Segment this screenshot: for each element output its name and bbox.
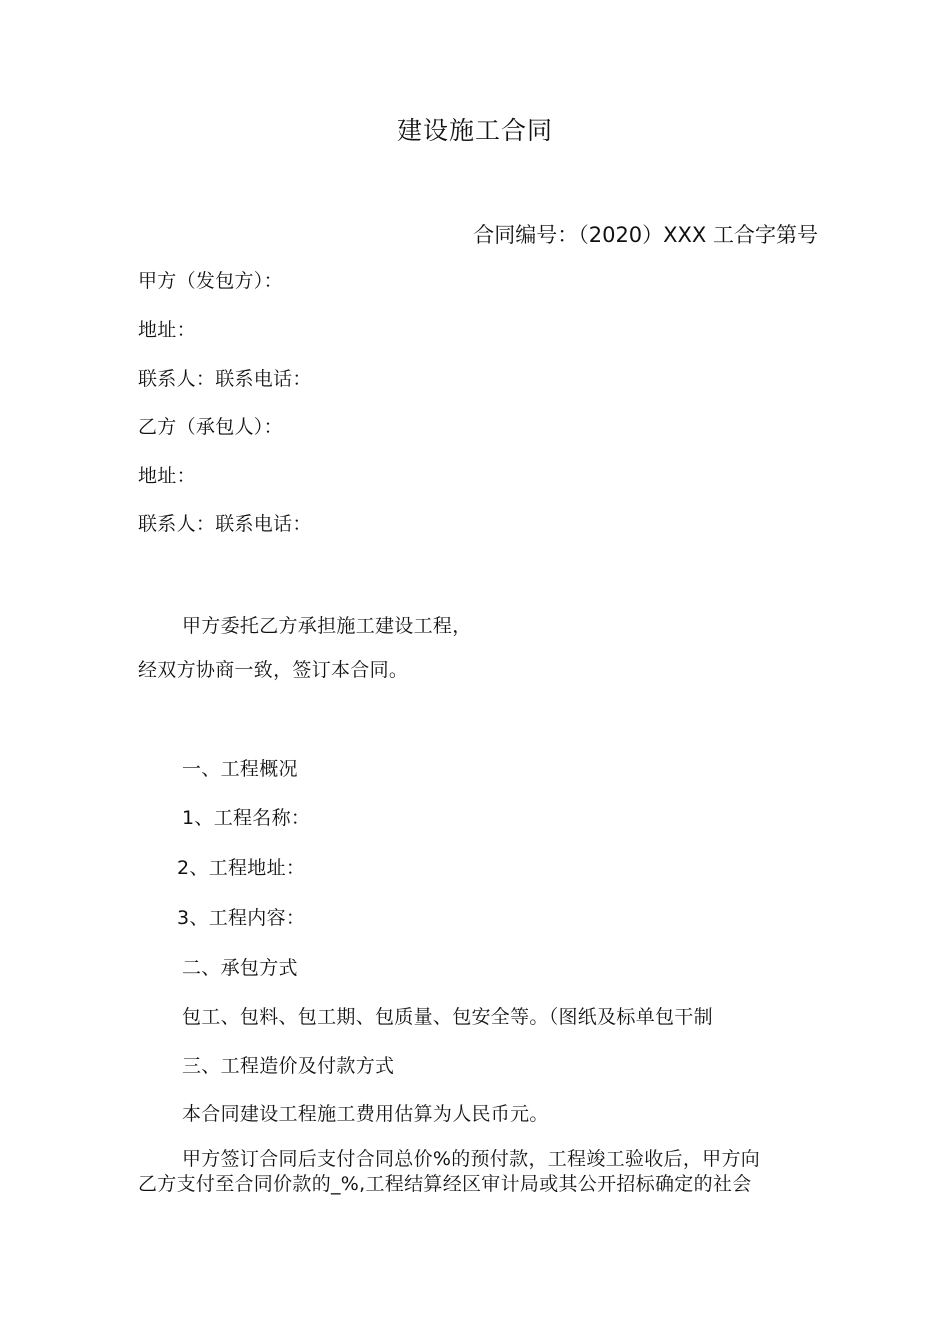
- section-3-heading: 三、工程造价及付款方式: [182, 1055, 395, 1077]
- section-1-item-content: 3、工程内容：: [177, 907, 306, 929]
- section-1-item-address: 2、工程地址：: [177, 857, 306, 879]
- party-a-contact: 联系人：联系电话：: [138, 368, 312, 390]
- section-2-heading: 二、承包方式: [182, 957, 298, 979]
- section-1-item-name: 1、工程名称：: [182, 807, 311, 829]
- document-title: 建设施工合同: [396, 116, 553, 145]
- intro-line-2: 经双方协商一致，签订本合同。: [138, 659, 409, 681]
- party-b-address: 地址：: [138, 465, 196, 487]
- contract-number: 合同编号：（2020）XXX 工合字第号: [473, 223, 818, 247]
- party-a-label: 甲方（发包方）：: [138, 270, 283, 292]
- section-3-text-2-line-1: 甲方签订合同后支付合同总价%的预付款，工程竣工验收后，甲方向: [182, 1148, 761, 1170]
- section-3-text-2-line-2: 乙方支付至合同价款的_%,工程结算经区审计局或其公开招标确定的社会: [138, 1173, 752, 1195]
- party-b-label: 乙方（承包人）：: [138, 416, 283, 438]
- party-a-address: 地址：: [138, 319, 196, 341]
- party-b-contact: 联系人：联系电话：: [138, 513, 312, 535]
- intro-line-1: 甲方委托乙方承担施工建设工程，: [182, 615, 472, 637]
- section-2-text: 包工、包料、包工期、包质量、包安全等。（图纸及标单包干制: [182, 1006, 713, 1028]
- section-1-heading: 一、工程概况: [182, 758, 298, 780]
- section-3-text-1: 本合同建设工程施工费用估算为人民币元。: [182, 1103, 549, 1125]
